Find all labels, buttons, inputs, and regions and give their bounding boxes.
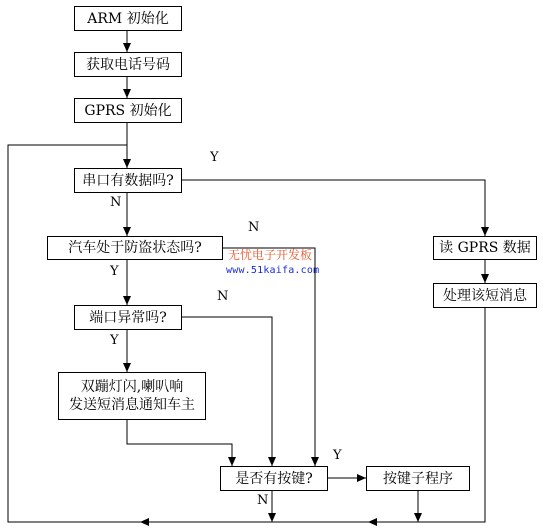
edge-serial-no-arrowhead (123, 227, 131, 236)
gprs-init-label: GPRS 初始化 (84, 102, 172, 119)
key-pressed-label: 是否有按键? (235, 470, 313, 487)
port-abnormal-label: 端口异常吗? (89, 309, 167, 326)
edge-key-yes-arrowhead (357, 474, 366, 482)
edge-car-no (223, 248, 315, 466)
arm-init-box (74, 6, 182, 31)
key-program-label: 按键子程序 (383, 470, 453, 487)
get-phone-box (74, 52, 182, 77)
watermark-name: 无忧电子开发板 (228, 248, 313, 262)
get-phone-label: 获取电话号码 (86, 56, 170, 73)
edge-car-yes-arrowhead (123, 296, 131, 305)
car-guard-label: 汽车处于防盗状态吗? (68, 240, 202, 256)
arm-init-label: ARM 初始化 (87, 10, 169, 27)
watermark-url: www.51kaifa.com (226, 265, 320, 276)
port-yes-label: Y (110, 333, 119, 348)
edge-port-yes-arrowhead (123, 363, 131, 372)
edge-bottom-bus-arrowhead (140, 518, 149, 526)
alarm-line-2: 发送短消息通知车主 (69, 397, 195, 413)
edge-port-no-arrowhead (268, 457, 276, 466)
edge-serial-yes (182, 180, 485, 236)
gprs-init-box (74, 98, 182, 123)
read-gprs-box (433, 236, 537, 260)
edge-car-no-arrowhead (311, 457, 319, 466)
port-no-label: N (217, 289, 229, 304)
port-abnormal-decision (74, 305, 182, 330)
read-gprs-label: 读 GPRS 数据 (439, 240, 531, 256)
edge-alarm-to-key (127, 420, 232, 466)
car-yes-label: Y (110, 264, 119, 279)
edge-key-no-arrowhead (268, 513, 276, 522)
car-no-label: N (248, 220, 260, 235)
process-sms-label: 处理该短消息 (443, 287, 527, 304)
alarm-notify-box (58, 372, 206, 420)
edge-alarm-to-key-arrowhead (228, 457, 236, 466)
edge-serial-yes-arrowhead (481, 227, 489, 236)
serial-data-label: 串口有数据吗? (82, 172, 174, 189)
process-sms-box (433, 283, 537, 308)
car-guard-decision (47, 236, 223, 260)
key-pressed-decision (220, 466, 328, 491)
key-yes-label: Y (333, 448, 342, 463)
serial-yes-label: Y (210, 150, 219, 165)
edge-phone-to-gprs-arrowhead (123, 89, 131, 98)
edge-gprs-to-serial-arrowhead (123, 159, 131, 168)
key-program-box (366, 466, 470, 491)
edge-program-down-arrowhead (414, 513, 422, 522)
key-no-label: N (257, 493, 269, 508)
edge-arm-to-phone-arrowhead (123, 43, 131, 52)
alarm-line-1: 双蹦灯闪,喇叭响 (80, 379, 184, 395)
serial-data-decision (74, 168, 182, 193)
edge-return-loop (8, 145, 147, 522)
edge-read-to-process-arrowhead (481, 274, 489, 283)
serial-no-label: N (110, 195, 122, 210)
